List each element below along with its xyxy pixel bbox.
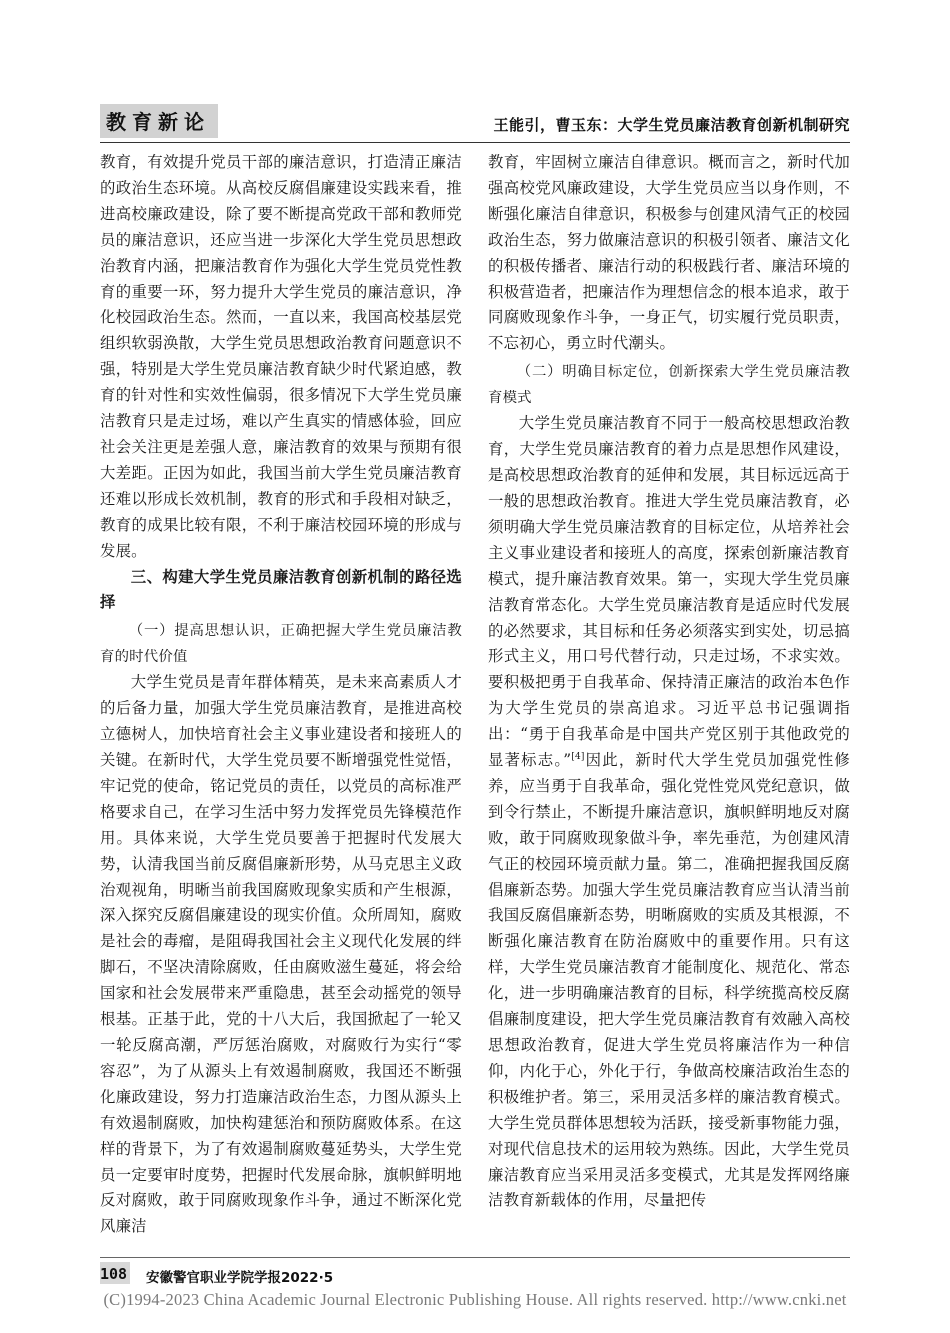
right-column	[488, 150, 850, 1255]
paragraph: 教育，牢固树立廉洁自律意识。概而言之，新时代加强高校党风廉政建设，大学生党员应当以身作则，不断强化廉洁自律意识，积极参与创建风清气正的校园政治生态，努力做廉洁意识的积极引领者、廉洁文化的积极传播者、廉洁行动的积极践行者、廉洁环境的积极营造者，把廉洁作为理想信念的根本追求，敢于同腐败现象作斗争，一身正气，切实履行党员职责，不忘初心，勇立时代潮头。	[488, 153, 850, 353]
header-rule	[100, 142, 850, 143]
paragraph	[488, 411, 850, 1214]
citation-mark: [4]	[571, 751, 585, 762]
page-number: 108	[100, 1265, 128, 1283]
footer-journal-issue: 安徽警官职业学院学报2022·5	[146, 1270, 334, 1286]
left-column	[100, 150, 462, 1255]
paragraph: 教育，有效提升党员干部的廉洁意识，打造清正廉洁的政治生态环境。从高校反腐倡廉建设实践来看，推进高校廉政建设，除了要不断提高党政干部和教师党员的廉洁意识，还应当进一步深化大学生党员思想政治教育内涵，把廉洁教育作为强化大学生党员党性教育的重要一环，努力提升大学生党员的廉洁意识，净化校园政治生态。然而，一直以来，我国高校基层党组织软弱涣散，大学生党员思想政治教育问题意识不强，特别是大学生党员廉洁教育缺少时代紧迫感，教育的针对性和实效性偏弱，很多情况下大学生党员廉洁教育只是走过场，难以产生真实的情感体验，回应社会关注更是差强人意，廉洁教育的效果与预期有很大差距。正因为如此，我国当前大学生党员廉洁教育还难以形成长效机制，教育的形式和手段相对缺乏，教育的成果比较有限，不利于廉洁校园环境的形成与发展。	[100, 153, 462, 560]
paragraph-text: 因此，新时代大学生党员加强党性修养，应当勇于自我革命，强化党性党风党纪意识，做到令行禁止，不断提升廉洁意识，旗帜鲜明地反对腐败，敢于同腐败现象做斗争，率先垂范，为创建风清气正的校园环境贡献力量。第二，准确把握我国反腐倡廉新态势。加强大学生党员廉洁教育应当认清当前我国反腐倡廉新态势，明晰腐败的实质及其根源，不断强化廉洁教育在防治腐败中的重要作用。只有这样，大学生党员廉洁教育才能制度化、规范化、常态化，进一步明确廉洁教育的目标，科学统揽高校反腐倡廉制度建设，把大学生党员廉洁教育有效融入高校思想政治教育，促进大学生党员将廉洁作为一种信仰，内化于心，外化于行，争做高校廉洁政治生态的积极维护者。第三，采用灵活多样的廉洁教育模式。大学生党员群体思想较为活跃，接受新事物能力强，对现代信息技术的运用较为熟练。因此，大学生党员廉洁教育应当采用灵活多变模式，尤其是发挥网络廉洁教育新载体的作用，尽量把传	[488, 751, 850, 1210]
paragraph-text: 大学生党员廉洁教育不同于一般高校思想政治教育，大学生党员廉洁教育的着力点是思想作风建设，是高校思想政治教育的延伸和发展，其目标远远高于一般的思想政治教育。推进大学生党员廉洁教育，必须明确大学生党员廉洁教育的目标定位，从培养社会主义事业建设者和接班人的高度，探索创新廉洁教育模式，提升廉洁教育效果。第一，实现大学生党员廉洁教育常态化。大学生党员廉洁教育是适应时代发展的必然要求，其目标和任务必须落实到实处，切忌搞形式主义，用口号代替行动，只走过场，不求实效。要积极把勇于自我革命、保持清正廉洁的政治本色作为大学生党员的崇高追求。习近平总书记强调指出：“勇于自我革命是中国共产党区别于其他政党的显著标志。”	[488, 414, 850, 770]
section-heading: 三、构建大学生党员廉洁教育创新机制的路径选择	[100, 567, 462, 612]
footer-rule	[100, 1257, 850, 1258]
copyright-notice: (C)1994-2023 China Academic Journal Electronic Publishing House. All rights reserved. http://www.cnki.net	[103, 1290, 847, 1309]
running-head: 王能引，曹玉东：大学生党员廉洁教育创新机制研究	[493, 116, 850, 134]
subsection-heading: （一）提高思想认识，正确把握大学生党员廉洁教育的时代价值	[100, 623, 462, 666]
paragraph: 大学生党员是青年群体精英，是未来高素质人才的后备力量，加强大学生党员廉洁教育，是推进高校立德树人，加快培育社会主义事业建设者和接班人的关键。在新时代，大学生党员要不断增强党性觉悟，牢记党的使命，铭记党员的责任，以党员的高标准严格要求自己，在学习生活中努力发挥党员先锋模范作用。具体来说，大学生党员要善于把握时代发展大势，认清我国当前反腐倡廉新形势，从马克思主义政治观视角，明晰当前我国腐败现象实质和产生根源，深入探究反腐倡廉建设的现实价值。众所周知，腐败是社会的毒瘤，是阻碍我国社会主义现代化发展的绊脚石，不坚决清除腐败，任由腐败滋生蔓延，将会给国家和社会发展带来严重隐患，甚至会动摇党的领导根基。正基于此，党的十八大后，我国掀起了一轮又一轮反腐高潮，严厉惩治腐败，对腐败行为实行“零容忍”，为了从源头上有效遏制腐败，我国还不断强化廉政建设，努力打造廉洁政治生态，力图从源头上有效遏制腐败，加快构建惩治和预防腐败体系。在这样的背景下，为了有效遏制腐败蔓延势头，大学生党员一定要审时度势，把握时代发展命脉，旗帜鲜明地反对腐败，敢于同腐败现象作斗争，通过不断深化党风廉洁	[100, 673, 462, 1236]
subsection-heading: （二）明确目标定位，创新探索大学生党员廉洁教育模式	[488, 364, 850, 407]
journal-section-tag: 教育新论	[106, 110, 210, 134]
